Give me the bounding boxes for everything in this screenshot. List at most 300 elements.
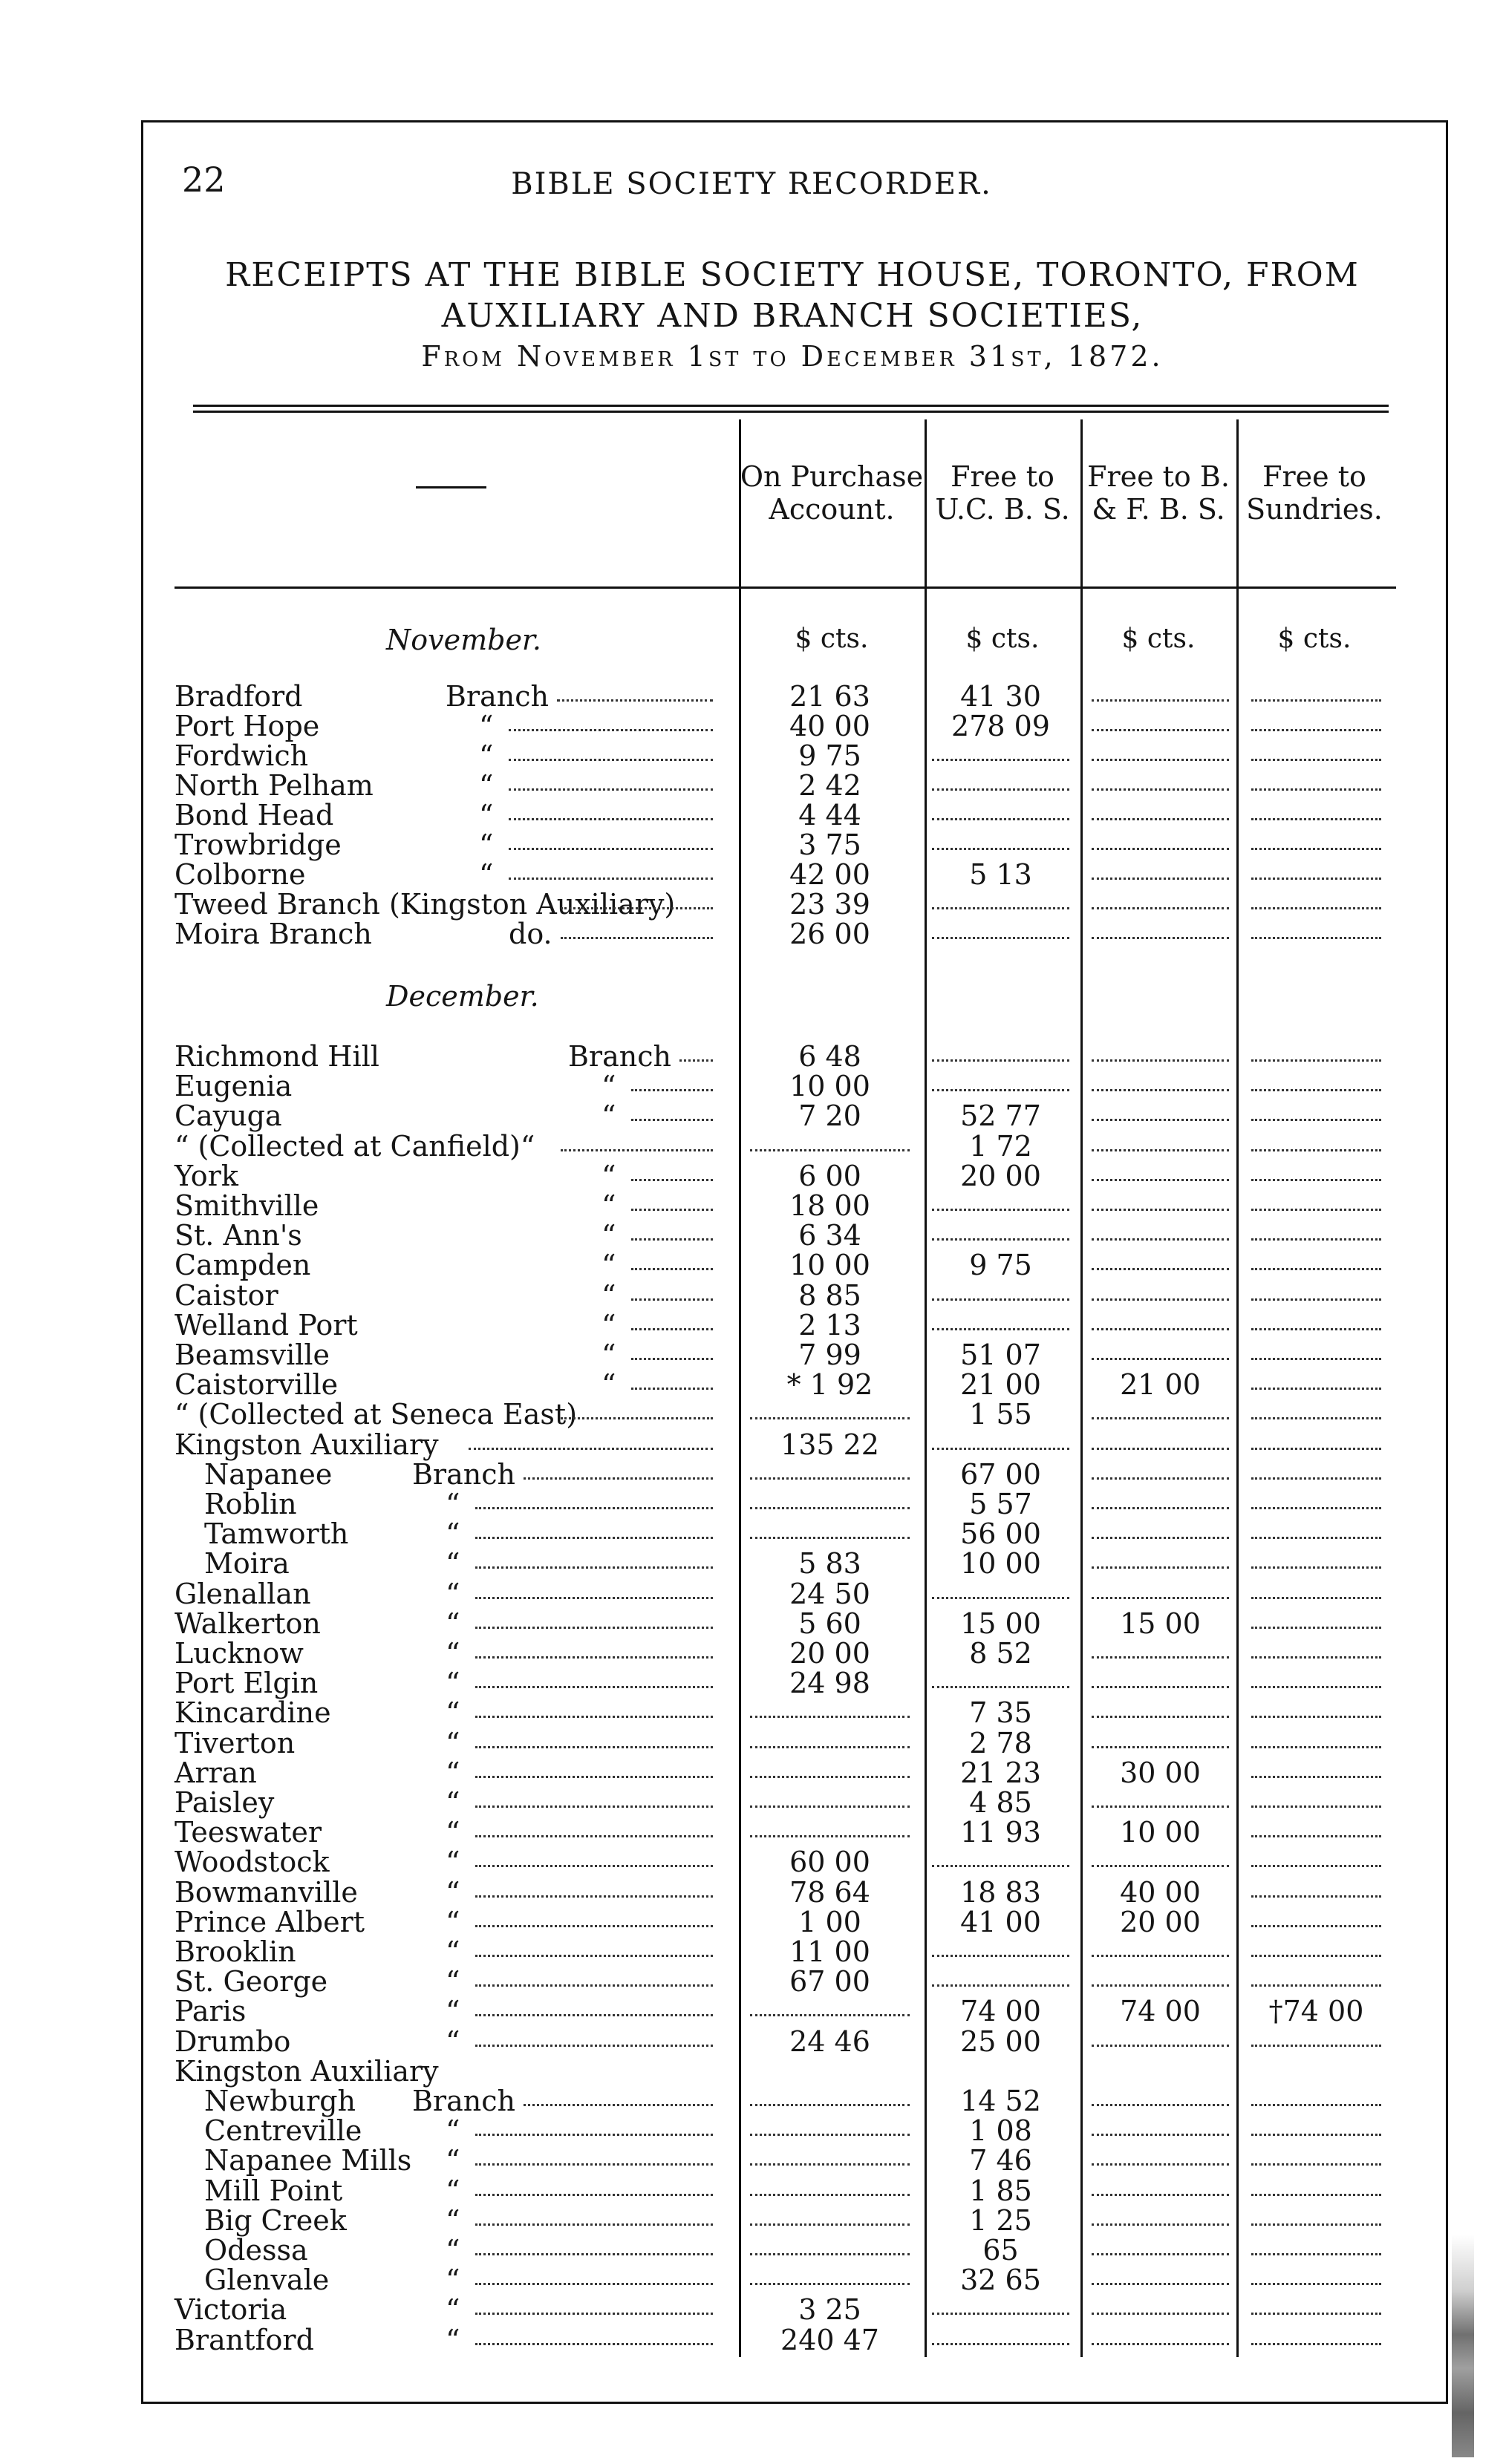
table-row <box>175 1907 1392 1937</box>
leader-dots <box>631 1298 713 1301</box>
ditto-mark: “ <box>446 2234 460 2267</box>
row-name: Bradford <box>175 680 303 713</box>
table-row <box>175 1519 1392 1549</box>
leader-dots <box>475 2014 713 2016</box>
amount-cell: 51 07 <box>960 1339 1041 1371</box>
amount-cell: * 1 92 <box>786 1368 873 1402</box>
table-row <box>175 771 1392 800</box>
col-header-bfbs <box>1080 460 1236 526</box>
leader-dots <box>475 1507 713 1509</box>
empty-cell-dots <box>1251 937 1381 939</box>
col-header-sundries-l2: Sundries. <box>1246 493 1383 526</box>
amount-cell: 32 65 <box>960 2264 1041 2297</box>
row-name: Brooklin <box>175 1935 296 1968</box>
ditto-mark: “ <box>479 829 494 861</box>
empty-cell-dots <box>750 1716 910 1718</box>
amount-cell: 18 00 <box>789 1189 870 1222</box>
empty-cell-dots <box>1092 1417 1229 1419</box>
ditto-mark: “ <box>601 1308 616 1342</box>
leader-dots <box>631 1328 713 1330</box>
row-name: Beamsville <box>175 1339 330 1371</box>
row-name: Tweed Branch (Kingston Auxiliary) <box>175 888 676 921</box>
amount-cell: 6 34 <box>798 1219 861 1252</box>
amount-cell: 67 00 <box>789 1965 870 1999</box>
amount-cell: 14 52 <box>960 2085 1041 2117</box>
row-name: Napanee <box>204 1457 333 1491</box>
amount-cell: 5 57 <box>969 1488 1032 1520</box>
table-row <box>175 2325 1392 2355</box>
table-row <box>175 1250 1392 1280</box>
amount-cell: 135 22 <box>780 1428 879 1461</box>
row-name: Kingston Auxiliary <box>175 1428 439 1461</box>
empty-cell-dots <box>1092 1119 1229 1121</box>
row-name: Caistorville <box>175 1368 339 1402</box>
leader-dots <box>475 2313 713 2315</box>
leader-dots <box>557 699 713 702</box>
leader-dots <box>631 1089 713 1091</box>
leader-dots <box>475 1955 713 1957</box>
empty-cell-dots <box>1092 848 1229 850</box>
empty-cell-dots <box>1092 1298 1229 1301</box>
empty-cell-dots <box>750 1477 910 1480</box>
row-name: Drumbo <box>175 2025 291 2058</box>
empty-cell-dots <box>932 1686 1069 1688</box>
ditto-mark: “ <box>446 1816 460 1849</box>
leader-dots <box>509 729 713 731</box>
ditto-mark: Branch <box>412 1457 515 1491</box>
empty-cell-dots <box>1092 937 1229 939</box>
amount-cell: 20 00 <box>960 1159 1041 1192</box>
amount-cell: 21 63 <box>789 680 870 713</box>
row-name: Mill Point <box>204 2174 343 2207</box>
leader-dots <box>475 1925 713 1927</box>
table-row <box>175 1937 1392 1967</box>
empty-cell-dots <box>932 848 1069 850</box>
leader-dots <box>561 1417 713 1419</box>
ditto-mark: “ <box>446 1637 460 1670</box>
table-row <box>175 1071 1392 1101</box>
leader-dots <box>475 1537 713 1539</box>
table-row <box>175 1042 1392 1071</box>
running-head: BIBLE SOCIETY RECORDER. <box>511 167 992 201</box>
empty-cell-dots <box>1251 2223 1381 2226</box>
empty-cell-dots <box>750 2014 910 2016</box>
empty-cell-dots <box>1251 1179 1381 1181</box>
col-header-ucbs-l1: Free to <box>951 460 1054 493</box>
leader-dots <box>631 1179 713 1181</box>
amount-cell: 10 00 <box>960 1547 1041 1581</box>
amount-cell: 11 93 <box>960 1816 1041 1849</box>
row-name: Port Hope <box>175 710 320 742</box>
table-row <box>175 1875 1392 1909</box>
amount-cell: 1 08 <box>969 2114 1032 2148</box>
empty-cell-dots <box>1092 2045 1229 2047</box>
amount-cell: 15 00 <box>960 1607 1041 1640</box>
col-header-ucbs <box>925 460 1080 526</box>
empty-cell-dots <box>1092 759 1229 761</box>
row-name: Port Elgin <box>175 1667 319 1700</box>
table-row <box>175 830 1392 860</box>
table-row <box>175 1368 1392 1402</box>
empty-cell-dots <box>932 788 1069 791</box>
leader-dots <box>631 1358 713 1360</box>
empty-cell-dots <box>1251 1089 1381 1091</box>
empty-cell-dots <box>1092 2163 1229 2166</box>
amount-cell: 30 00 <box>1120 1756 1201 1789</box>
empty-cell-dots <box>1251 1865 1381 1867</box>
row-name: St. Ann's <box>175 1219 302 1252</box>
empty-cell-dots <box>1251 1358 1381 1360</box>
amount-cell: 56 00 <box>960 1517 1041 1551</box>
amount-cell: 278 09 <box>951 710 1050 742</box>
amount-cell: 1 25 <box>969 2203 1032 2237</box>
ditto-mark: “ <box>446 2293 460 2327</box>
row-name: Arran <box>175 1756 257 1789</box>
empty-cell-dots <box>932 1059 1069 1062</box>
amount-cell: 11 00 <box>789 1935 870 1968</box>
empty-cell-dots <box>750 2253 910 2255</box>
amount-cell: 6 00 <box>798 1159 861 1192</box>
empty-cell-dots <box>750 1507 910 1509</box>
empty-cell-dots <box>1251 1746 1381 1748</box>
empty-cell-dots <box>750 1537 910 1539</box>
ditto-mark: Branch <box>568 1040 671 1073</box>
empty-cell-dots <box>1092 699 1229 702</box>
empty-cell-dots <box>1092 1477 1229 1480</box>
empty-cell-dots <box>1092 1149 1229 1151</box>
row-name: Tiverton <box>175 1726 296 1759</box>
unit-sundries: $ cts. <box>1277 624 1352 654</box>
ditto-mark: “ <box>479 799 494 831</box>
scan-edge-mark <box>1452 2235 1474 2457</box>
row-name: Richmond Hill <box>175 1040 379 1073</box>
row-name: Roblin <box>204 1488 297 1520</box>
empty-cell-dots <box>1092 1268 1229 1270</box>
leader-dots <box>475 1566 713 1569</box>
amount-cell: 26 00 <box>789 918 870 950</box>
empty-cell-dots <box>1251 1537 1381 1539</box>
row-name: Glenvale <box>204 2264 330 2297</box>
empty-cell-dots <box>1251 1566 1381 1569</box>
amount-cell: 5 13 <box>969 858 1032 891</box>
table-row <box>175 1847 1392 1877</box>
empty-cell-dots <box>932 1089 1069 1091</box>
amount-cell: 24 98 <box>789 1667 870 1700</box>
empty-cell-dots <box>1092 1746 1229 1748</box>
empty-cell-dots <box>1092 1238 1229 1241</box>
amount-cell: 8 85 <box>798 1278 861 1312</box>
empty-cell-dots <box>932 818 1069 820</box>
row-name: Trowbridge <box>175 829 342 861</box>
blank-header-dash <box>416 486 486 488</box>
leader-dots <box>631 1119 713 1121</box>
empty-cell-dots <box>1251 1209 1381 1211</box>
ditto-mark: “ <box>446 1995 460 2028</box>
empty-cell-dots <box>1251 1984 1381 1987</box>
empty-cell-dots <box>1092 1597 1229 1599</box>
row-name: Fordwich <box>175 739 309 772</box>
amount-cell: 40 00 <box>1120 1875 1201 1909</box>
table-row <box>175 800 1392 830</box>
amount-cell: 5 83 <box>798 1547 861 1581</box>
empty-cell-dots <box>1251 1656 1381 1659</box>
row-name: Kincardine <box>175 1696 331 1730</box>
leader-dots <box>561 937 713 939</box>
amount-cell: 60 00 <box>789 1846 870 1879</box>
leader-dots <box>475 1656 713 1659</box>
empty-cell-dots <box>1092 1537 1229 1539</box>
row-name: Colborne <box>175 858 306 891</box>
amount-cell: 7 35 <box>969 1696 1032 1730</box>
empty-cell-dots <box>932 1865 1069 1867</box>
table-row <box>175 2146 1392 2175</box>
row-name: Kingston Auxiliary <box>175 2054 439 2088</box>
table-row <box>175 2265 1392 2295</box>
ditto-mark: “ <box>601 1219 616 1252</box>
empty-cell-dots <box>1251 2343 1381 2345</box>
leader-dots <box>475 2134 713 2136</box>
ditto-mark: “ <box>446 2203 460 2237</box>
col-header-purchase-l1: On Purchase <box>740 460 924 493</box>
empty-cell-dots <box>1092 1566 1229 1569</box>
empty-cell-dots <box>1092 1448 1229 1450</box>
empty-cell-dots <box>750 1835 910 1837</box>
leader-dots <box>475 2163 713 2166</box>
empty-cell-dots <box>1092 729 1229 731</box>
empty-cell-dots <box>1251 788 1381 791</box>
ditto-mark: “ <box>479 739 494 772</box>
table-row <box>175 1310 1392 1340</box>
empty-cell-dots <box>1092 1059 1229 1062</box>
empty-cell-dots <box>1251 878 1381 880</box>
leader-dots <box>475 1984 713 1987</box>
table-row <box>175 2116 1392 2146</box>
page-number: 22 <box>182 160 226 200</box>
amount-cell: 15 00 <box>1120 1607 1201 1640</box>
leader-dots <box>509 788 713 791</box>
empty-cell-dots <box>932 1955 1069 1957</box>
leader-dots <box>679 1059 713 1062</box>
leader-dots <box>475 2253 713 2255</box>
empty-cell-dots <box>1251 1417 1381 1419</box>
col-header-sundries <box>1236 460 1392 526</box>
amount-cell: 2 42 <box>798 769 861 802</box>
leader-dots <box>631 1209 713 1211</box>
amount-cell: 40 00 <box>789 710 870 742</box>
leader-dots <box>475 1746 713 1748</box>
row-name: Welland Port <box>175 1308 358 1342</box>
empty-cell-dots <box>932 937 1069 939</box>
empty-cell-dots <box>932 1328 1069 1330</box>
empty-cell-dots <box>1092 1716 1229 1718</box>
amount-cell: 65 <box>982 2234 1019 2267</box>
leader-dots <box>524 1477 713 1480</box>
ditto-mark: “ <box>601 1249 616 1282</box>
empty-cell-dots <box>932 1448 1069 1450</box>
amount-cell: 3 75 <box>798 829 861 861</box>
leader-dots <box>475 2045 713 2047</box>
amount-cell: 6 48 <box>798 1040 861 1073</box>
empty-cell-dots <box>1251 1119 1381 1121</box>
leader-dots <box>509 878 713 880</box>
amount-cell: 1 72 <box>969 1129 1032 1163</box>
month-november: November. <box>386 624 541 656</box>
row-name: “ (Collected at Seneca East) <box>175 1398 578 1431</box>
table-row <box>175 1489 1392 1519</box>
table-row <box>175 1220 1392 1250</box>
header-bottom-rule <box>175 586 1396 589</box>
empty-cell-dots <box>1251 2045 1381 2047</box>
ditto-mark: “ <box>446 1488 460 1520</box>
empty-cell-dots <box>1251 1059 1381 1062</box>
ditto-mark: “ <box>446 1607 460 1640</box>
amount-cell: 4 44 <box>798 799 861 831</box>
amount-cell: 20 00 <box>1120 1905 1201 1938</box>
amount-cell: 9 75 <box>969 1249 1032 1282</box>
table-row <box>175 1457 1392 1491</box>
amount-cell: 5 60 <box>798 1607 861 1640</box>
ditto-mark: “ <box>446 1517 460 1551</box>
table-row <box>175 1758 1392 1788</box>
table-row <box>175 2203 1392 2237</box>
ditto-mark: “ <box>446 1756 460 1789</box>
empty-cell-dots <box>1251 1268 1381 1270</box>
empty-cell-dots <box>1251 1925 1381 1927</box>
table-row <box>175 2235 1392 2265</box>
amount-cell: 7 46 <box>969 2144 1032 2177</box>
empty-cell-dots <box>1092 2313 1229 2315</box>
table-row <box>175 682 1392 711</box>
row-name: Brantford <box>175 2323 314 2356</box>
amount-cell: 10 00 <box>1120 1816 1201 1849</box>
row-name: Woodstock <box>175 1846 330 1879</box>
table-row <box>175 1668 1392 1698</box>
table-row <box>175 1278 1392 1312</box>
ditto-mark: “ <box>446 1905 460 1938</box>
empty-cell-dots <box>1092 1984 1229 1987</box>
row-name: Newburgh <box>204 2085 356 2117</box>
col-header-bfbs-l2: & F. B. S. <box>1092 493 1225 526</box>
table-row <box>175 741 1392 771</box>
empty-cell-dots <box>1251 729 1381 731</box>
empty-cell-dots <box>1251 1835 1381 1837</box>
empty-cell-dots <box>1092 1656 1229 1659</box>
table-row <box>175 1430 1392 1460</box>
leader-dots <box>509 848 713 850</box>
table-row <box>175 860 1392 889</box>
empty-cell-dots <box>750 2134 910 2136</box>
amount-cell: 24 50 <box>789 1577 870 1610</box>
empty-cell-dots <box>932 759 1069 761</box>
empty-cell-dots <box>1092 1507 1229 1509</box>
row-name: Paisley <box>175 1786 275 1819</box>
empty-cell-dots <box>1251 1627 1381 1629</box>
table-row <box>175 1191 1392 1220</box>
empty-cell-dots <box>1092 1179 1229 1181</box>
col-header-purchase <box>739 460 925 526</box>
table-row <box>175 1638 1392 1668</box>
empty-cell-dots <box>1251 818 1381 820</box>
ditto-mark: “ <box>446 1846 460 1879</box>
empty-cell-dots <box>1092 818 1229 820</box>
empty-cell-dots <box>750 2104 910 2106</box>
empty-cell-dots <box>1092 2253 1229 2255</box>
table-row <box>175 1340 1392 1370</box>
empty-cell-dots <box>1092 2104 1229 2106</box>
empty-cell-dots <box>932 1298 1069 1301</box>
empty-cell-dots <box>1251 1328 1381 1330</box>
empty-cell-dots <box>1251 1597 1381 1599</box>
empty-cell-dots <box>750 2223 910 2226</box>
amount-cell: 23 39 <box>789 888 870 921</box>
empty-cell-dots <box>1092 1865 1229 1867</box>
amount-cell: 42 00 <box>789 858 870 891</box>
ditto-mark: “ <box>446 2323 460 2356</box>
amount-cell: 41 00 <box>960 1905 1041 1938</box>
empty-cell-dots <box>1092 2223 1229 2226</box>
row-name: Bowmanville <box>175 1875 358 1909</box>
table-row <box>175 1131 1392 1161</box>
table-row <box>175 1698 1392 1728</box>
empty-cell-dots <box>932 1209 1069 1211</box>
leader-dots <box>631 1388 713 1390</box>
leader-dots <box>475 1597 713 1599</box>
empty-cell-dots <box>1251 699 1381 702</box>
ditto-mark: “ <box>446 2174 460 2207</box>
row-name: Moira Branch <box>175 918 372 950</box>
table-row <box>175 1101 1392 1131</box>
amount-cell: 1 00 <box>798 1905 861 1938</box>
leader-dots <box>475 1716 713 1718</box>
title-line-1: RECEIPTS AT THE BIBLE SOCIETY HOUSE, TORONTO, FROM <box>225 256 1360 294</box>
table-row <box>175 1788 1392 1817</box>
table-row <box>175 711 1392 741</box>
amount-cell: 18 83 <box>960 1875 1041 1909</box>
empty-cell-dots <box>1251 2163 1381 2166</box>
empty-cell-dots <box>750 1149 910 1151</box>
empty-cell-dots <box>1092 788 1229 791</box>
table-row <box>175 1728 1392 1758</box>
empty-cell-dots <box>932 907 1069 909</box>
amount-cell: 10 00 <box>789 1070 870 1103</box>
empty-cell-dots <box>750 2194 910 2196</box>
ditto-mark: “ <box>446 1935 460 1968</box>
row-name: Teeswater <box>175 1816 322 1849</box>
leader-dots <box>631 1268 713 1270</box>
row-name: Cayuga <box>175 1099 282 1133</box>
amount-cell: 21 00 <box>1120 1368 1201 1402</box>
row-name: Moira <box>204 1547 290 1581</box>
table-row <box>175 1609 1392 1638</box>
ditto-mark: “ <box>601 1189 616 1222</box>
table-row <box>175 889 1392 919</box>
table-row <box>175 1579 1392 1609</box>
empty-cell-dots <box>1251 1686 1381 1688</box>
empty-cell-dots <box>750 2283 910 2285</box>
row-name: Victoria <box>175 2293 287 2327</box>
title-line-2: AUXILIARY AND BRANCH SOCIETIES, <box>441 297 1144 335</box>
amount-cell: †74 00 <box>1268 1995 1364 2028</box>
table-row <box>175 1996 1392 2026</box>
leader-dots <box>475 1805 713 1808</box>
empty-cell-dots <box>1251 2134 1381 2136</box>
ditto-mark: “ <box>446 2144 460 2177</box>
leader-dots <box>475 1835 713 1837</box>
empty-cell-dots <box>1092 878 1229 880</box>
leader-dots <box>561 907 713 909</box>
row-name: “ (Collected at Canfield)“ <box>175 1129 535 1163</box>
empty-cell-dots <box>1251 1388 1381 1390</box>
